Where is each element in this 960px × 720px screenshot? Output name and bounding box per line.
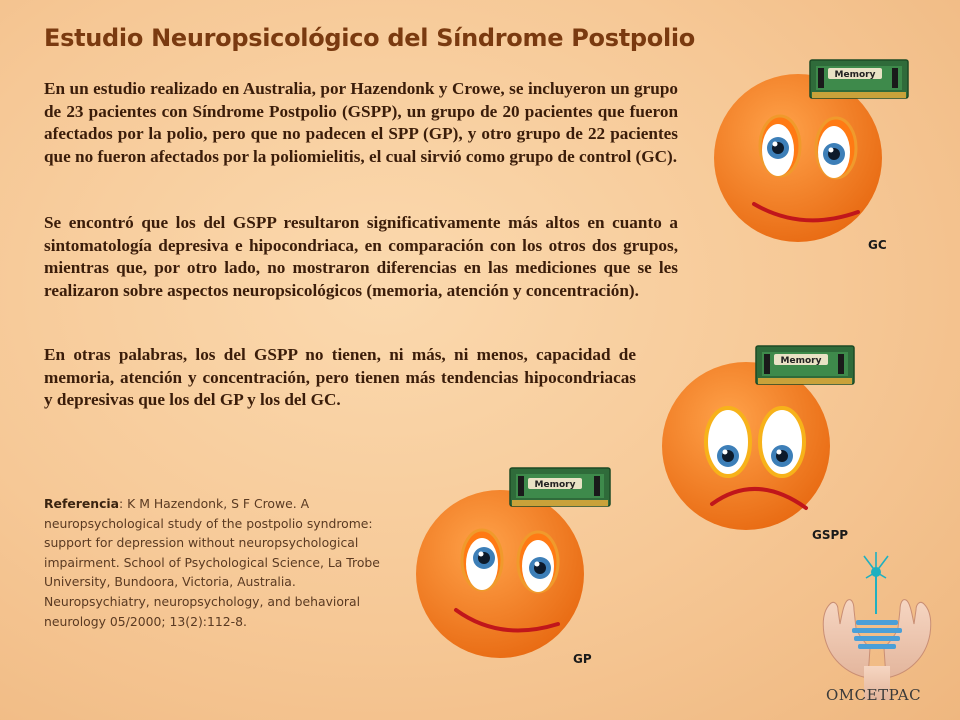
memory-chip-label: Memory xyxy=(534,480,576,490)
page-title: Estudio Neuropsicológico del Síndrome Postpolio xyxy=(44,24,695,52)
paragraph-findings: Se encontró que los del GSPP resultaron significativamente más altos en cuanto a sintomatología depresiva e hipocondriaca, en comparación con los otros dos grupos, mientras que, por otro lado, no mostraron diferencias en las mediciones que se les realizaron sobre aspectos neuropsicológicos (memoria, atención y concentración). xyxy=(44,213,678,300)
memory-chip-label: Memory xyxy=(780,356,822,366)
paragraph-summary: En otras palabras, los del GSPP no tienen, ni más, ni menos, capacidad de memoria, atención y concentración, pero tienen más tendencias hipocondriacas y depresivas que los del GP y los del GC. xyxy=(44,345,636,409)
hands-neuron-logo-icon xyxy=(812,548,942,708)
reference-text: : K M Hazendonk, S F Crowe. A neuropsychological study of the postpolio syndrome: support for depression without neuropsychological impairment. School of Psychological Science, La Trobe University, Bundoora, Victoria, Australia. Neuropsychiatry, neuropsychology, and behavioral neurology 05/2000; 13(2):112-8. xyxy=(44,496,380,629)
logo-text: OMCETPAC xyxy=(826,686,922,704)
sad-face-icon xyxy=(660,344,860,534)
reference-citation xyxy=(44,494,394,631)
memory-chip-icon xyxy=(810,60,908,98)
face-label-gp: GP xyxy=(573,652,592,666)
face-label-gspp: GSPP xyxy=(812,528,849,542)
smiley-face-icon xyxy=(712,56,912,246)
reference-label: Referencia xyxy=(44,496,120,511)
paragraph-study-description: En un estudio realizado en Australia, por Hazendonk y Crowe, se incluyeron un grupo de 23 pacientes con Síndrome Postpolio (GSPP), un grupo de 20 pacientes que fueron afectados por la polio, pero que no padecen el SPP (GP), y otro grupo de 22 pacientes que no fueron afectados por la poliomielitis, el cual sirvió como grupo de control (GC). xyxy=(44,79,678,166)
memory-chip-icon xyxy=(510,468,610,506)
memory-chip-label: Memory xyxy=(834,70,876,80)
smiley-face-icon xyxy=(416,464,616,664)
face-label-gc: GC xyxy=(868,238,887,252)
memory-chip-icon xyxy=(756,346,854,384)
